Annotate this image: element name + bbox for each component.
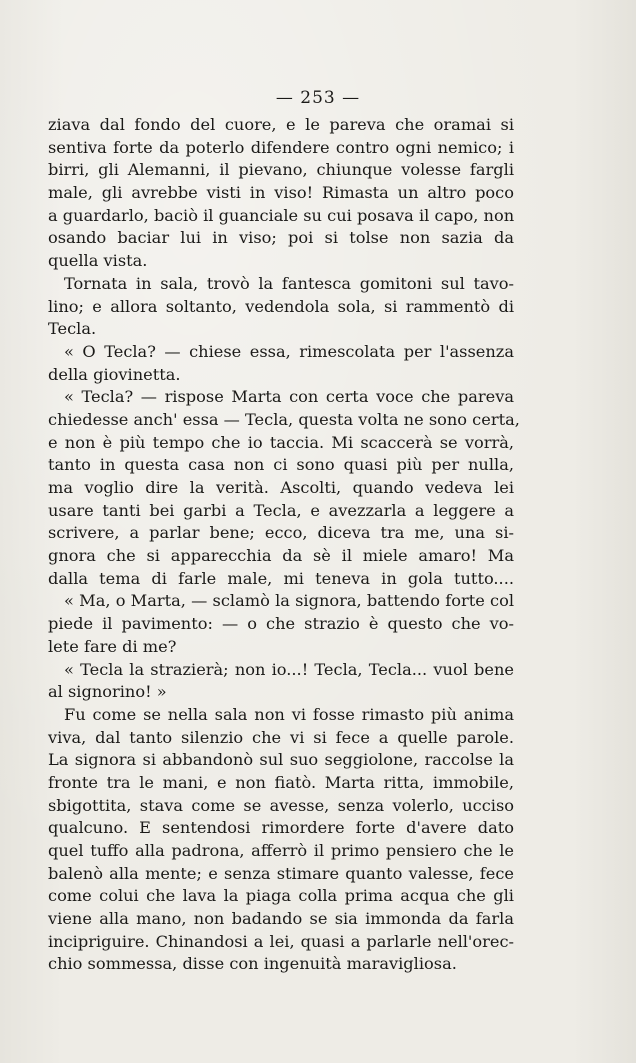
text-line: lino; e allora soltanto, vedendola sola, si rammentò di — [48, 296, 514, 316]
text-line: al signorino! » — [48, 682, 167, 702]
text-line: tanto in questa casa non ci sono quasi più per nulla, — [48, 455, 514, 475]
text-line: balenò alla mente; e senza stimare quanto valesse, fece — [48, 863, 514, 883]
text-line: birri, gli Alemanni, il pievano, chiunque volesse fargli — [48, 160, 514, 180]
text-line: a guardarlo, baciò il guanciale su cui posava il capo, non — [48, 205, 515, 225]
text-line: ziava dal fondo del cuore, e le pareva che oramai si — [48, 115, 514, 134]
page-number: — 253 — — [275, 88, 361, 108]
text-line: fronte tra le mani, e non fiatò. Marta ritta, immobile, — [48, 772, 514, 792]
text-line: incipriguire. Chinandosi a lei, quasi a parlarle nell'orec- — [48, 931, 514, 951]
text-line: osando baciar lui in viso; poi si tolse non sazia da — [48, 228, 514, 248]
text-line: piede il pavimento: — o che strazio è questo che vo- — [48, 614, 514, 634]
text-line: e non è più tempo che io taccia. Mi scaccerà se vorrà, — [48, 432, 514, 452]
text-line: lete fare di me? — [48, 636, 177, 656]
text-line: viene alla mano, non badando se sia immonda da farla — [48, 909, 514, 929]
text-line: Tecla. — [48, 319, 97, 339]
text-line: scrivere, a parlar bene; ecco, diceva tra me, una si- — [48, 523, 514, 543]
body-text — [48, 114, 520, 976]
text-line: « O Tecla? — chiese essa, rimescolata per l'assenza — [64, 341, 514, 361]
text-line: « Ma, o Marta, — sclamò la signora, battendo forte col — [64, 591, 514, 611]
text-line: Fu come se nella sala non vi fosse rimasto più anima — [64, 704, 514, 724]
text-line: male, gli avrebbe visti in viso! Rimasta un altro poco — [48, 183, 514, 203]
text-line: gnora che si apparecchia da sè il miele amaro! Ma — [48, 546, 514, 566]
text-line: chio sommessa, disse con ingenuità maravigliosa. — [48, 954, 457, 974]
text-line: sbigottita, stava come se avesse, senza volerlo, ucciso — [48, 795, 514, 815]
text-line: viva, dal tanto silenzio che vi si fece a quelle parole. — [48, 727, 514, 747]
text-line: La signora si abbandonò sul suo seggiolone, raccolse la — [48, 750, 514, 770]
text-line: sentiva forte da poterlo difendere contro ogni nemico; i — [48, 137, 514, 157]
text-line: quel tuffo alla padrona, afferrò il primo pensiero che le — [48, 841, 514, 860]
text-line: usare tanti bei garbi a Tecla, e avezzarla a leggere a — [48, 500, 514, 520]
text-line: Tornata in sala, trovò la fantesca gomitoni sul tavo- — [64, 273, 514, 293]
text-line: dalla tema di farle male, mi teneva in gola tutto.... — [48, 568, 514, 588]
text-line: qualcuno. E sentendosi rimordere forte d'avere dato — [48, 818, 514, 838]
text-line: « Tecla? — rispose Marta con certa voce che pareva — [64, 387, 514, 407]
text-line: ma voglio dire la verità. Ascolti, quando vedeva lei — [48, 478, 514, 497]
text-line: della giovinetta. — [48, 364, 181, 384]
text-line: « Tecla la strazierà; non io...! Tecla, Tecla... vuol bene — [64, 659, 514, 679]
text-line: come colui che lava la piaga colla prima acqua che gli — [48, 886, 514, 906]
text-line: quella vista. — [48, 251, 148, 271]
text-line: chiedesse anch' essa — Tecla, questa volta ne sono certa, — [48, 409, 520, 429]
